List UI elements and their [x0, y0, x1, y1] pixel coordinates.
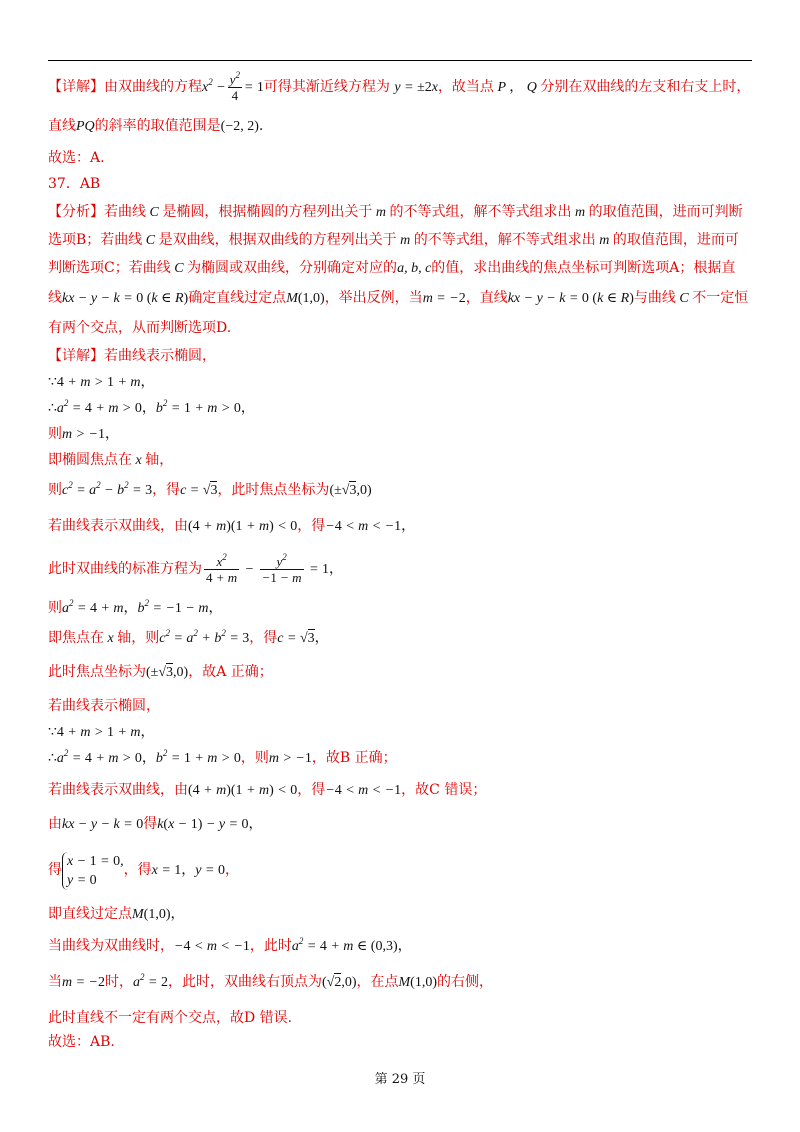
q37-step-9: 即焦点在 x 轴，则$c^2 = a^2 + b^2 = 3$，得c = √3， [48, 628, 329, 646]
q37-step-3: 则m > −1， [48, 426, 120, 442]
q37-analysis-line-3: 判断选项C；若曲线 C 为椭圆或双曲线，分别确定对应的a, b, c的值，求出曲线的焦点坐标可判断选项A；根据直 [48, 260, 736, 276]
q37-step-19: 当m = −2时，$a^2 = 2$，此时，双曲线右顶点为(√2,0)，在点M(1,0)的右侧， [48, 972, 493, 990]
q37-number-answer: 37．AB [48, 176, 101, 192]
q37-step-5: 则$c^2 = a^2 - b^2 = 3$，得c = √3，此时焦点坐标为(±√3,0) [48, 480, 372, 498]
prev-slope-line: 直线PQ的斜率的取值范围是(−2, 2). [48, 118, 264, 134]
page-footer: 第 29 页 [374, 1072, 426, 1087]
prev-conclusion: 故选：A. [48, 150, 105, 166]
q37-analysis-line-1: 【分析】若曲线 C 是椭圆，根据椭圆的方程列出关于 m 的不等式组，解不等式组求出 m 的取值范围，进而可判断 [48, 204, 743, 220]
q37-step-16: 得 x − 1 = 0, y = 0 ，得x = 1，y = 0， [48, 853, 239, 888]
q37-step-11: 若曲线表示椭圆， [48, 698, 160, 714]
q37-analysis-line-5: 有两个交点，从而判断选项D. [48, 320, 232, 336]
q37-step-14: 若曲线表示双曲线，由(4 + m)(1 + m) < 0，得−4 < m < −1，故C 错误； [48, 782, 487, 798]
q37-step-4: 即椭圆焦点在 x 轴， [48, 452, 174, 468]
q37-conclusion: 故选：AB. [48, 1034, 115, 1050]
q37-detail-intro: 【详解】若曲线表示椭圆， [48, 348, 216, 364]
q37-step-7: 此时双曲线的标准方程为 $\frac{x^2}{4 + m}$ − $\frac{y^2}{-1 - m}$ = 1， [48, 552, 344, 586]
q37-step-18: 当曲线为双曲线时，−4 < m < −1，此时$a^2 = 4 + m$ ∈ (0,3)， [48, 936, 412, 954]
q37-step-1: ∵4 + m > 1 + m， [48, 374, 155, 390]
q37-analysis-line-4: 线kx − y − k = 0 (k ∈ R)确定直线过定点M(1,0)，举出反例，当m = −2，直线kx − y − k = 0 (k ∈ R)与曲线 C 不一定恒 [48, 290, 749, 306]
q37-step-17: 即直线过定点M(1,0)， [48, 906, 185, 922]
q37-step-8: 则$a^2 = 4 + m$，$b^2 = -1 - m$， [48, 598, 223, 616]
q37-step-20: 此时直线不一定有两个交点，故D 错误. [48, 1010, 293, 1026]
q37-step-2: $\therefore a^2 = 4 + m > 0$，$b^2 = 1 + m > 0$， [48, 398, 255, 416]
q37-step-13: $\therefore a^2 = 4 + m > 0$，$b^2 = 1 + m > 0$，则m > −1，故B 正确； [48, 748, 397, 766]
q37-step-6: 若曲线表示双曲线，由(4 + m)(1 + m) < 0，得−4 < m < −1， [48, 518, 416, 534]
q37-step-15: 由kx − y − k = 0得k(x − 1) − y = 0， [48, 816, 263, 832]
q37-step-12: ∵4 + m > 1 + m， [48, 724, 155, 740]
q37-analysis-line-2: 选项B；若曲线 C 是双曲线，根据双曲线的方程列出关于 m 的不等式组，解不等式组求出 m 的取值范围，进而可 [48, 232, 739, 248]
header-rule [48, 60, 752, 61]
q37-step-10: 此时焦点坐标为(±√3,0)，故A 正确； [48, 664, 273, 680]
prev-detail-line: 【详解】由双曲线的方程$x^2$ − $\frac{y^2}{4}$ = 1可得其渐近线方程为 y = ±2x，故当点 P ， Q 分别在双曲线的左支和右支上时， [48, 70, 751, 104]
